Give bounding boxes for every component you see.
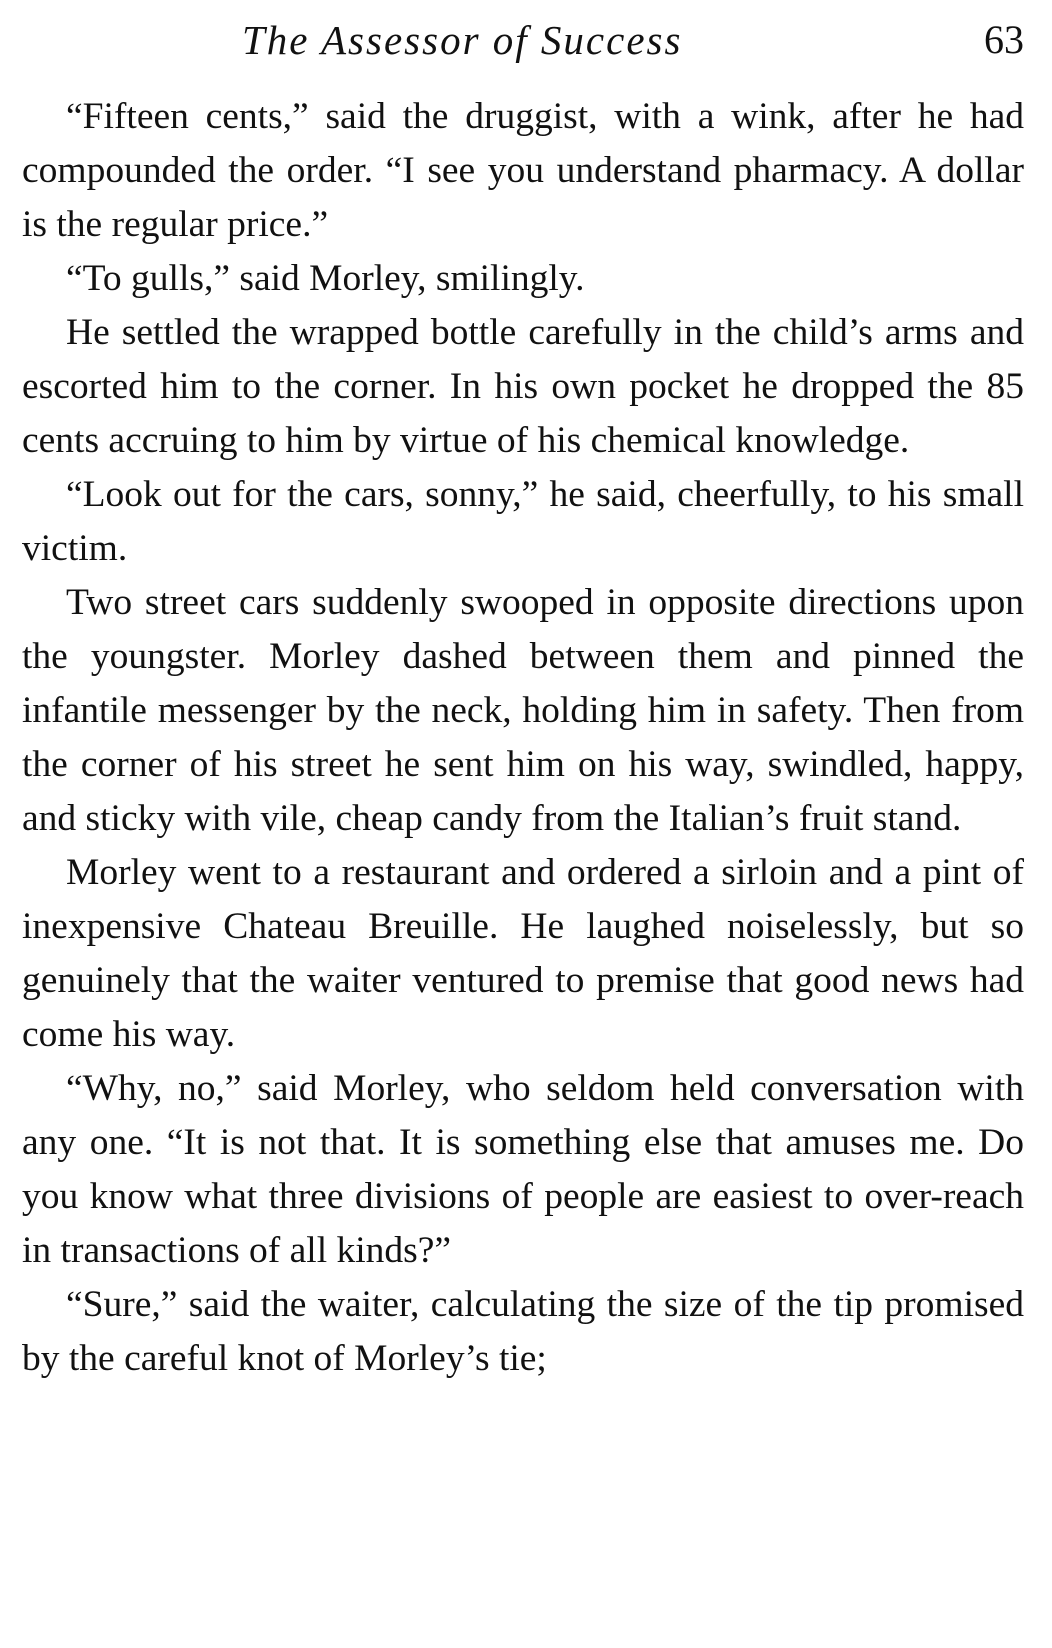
paragraph: “Sure,” said the waiter, calculating the size of the tip promised by the careful knot of Morley’s tie; — [22, 1284, 1024, 1379]
paragraph: Morley went to a restaurant and ordered a sirloin and a pint of inexpensive Chateau Breuille. He laughed noiselessly, but so genuinely that the waiter ventured to premise that good news had come his way. — [22, 852, 1024, 1055]
running-head — [22, 12, 1024, 72]
paragraph: Two street cars suddenly swooped in opposite directions upon the youngster. Morley dashed between them and pinned the infantile messenger by the neck, holding him in safety. Then from the corner of his street he sent him on his way, swindled, happy, and sticky with vile, cheap candy from the Italian’s fruit stand. — [22, 582, 1024, 839]
paragraph: He settled the wrapped bottle carefully in the child’s arms and escorted him to the corner. In his own pocket he dropped the 85 cents accruing to him by virtue of his chemical knowledge. — [22, 312, 1024, 461]
paragraph: “Why, no,” said Morley, who seldom held conversation with any one. “It is not that. It is something else that amuses me. Do you know what three divisions of people are easiest to over-reach in transactions of all kinds?” — [22, 1068, 1024, 1271]
running-title: The Assessor of Success — [242, 17, 683, 63]
paragraph: “To gulls,” said Morley, smilingly. — [66, 258, 585, 299]
body-text — [22, 90, 1024, 1386]
page-number: 63 — [984, 17, 1024, 62]
paragraph: “Fifteen cents,” said the druggist, with a wink, after he had compounded the order. “I see you understand pharmacy. A dollar is the regular price.” — [22, 96, 1024, 245]
paragraph: “Look out for the cars, sonny,” he said, cheerfully, to his small victim. — [22, 474, 1024, 569]
